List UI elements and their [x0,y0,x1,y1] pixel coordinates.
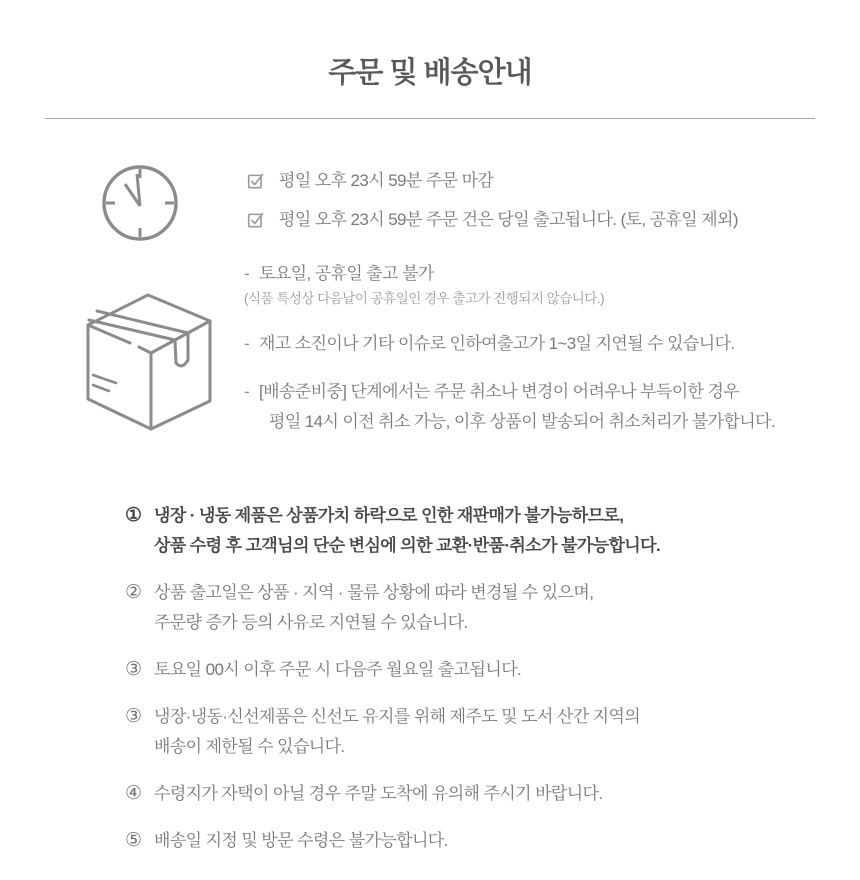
order-deadline-item [247,208,738,232]
note-text: 냉장·냉동·신선제품은 신선도 유지를 위해 제주도 및 도서 산간 지역의 배송이 제한될 수 있습니다. [154,707,641,756]
shipping-subnote: (식품 특성상 다음날이 공휴일인 경우 출고가 진행되지 않습니다.) [244,291,605,306]
note-item [125,702,805,762]
package-box-icon [78,287,224,441]
shipping-notice-list [244,262,775,458]
note-number: ③ [125,659,142,680]
dash-bullet: - [244,334,250,353]
checked-checkbox-icon [247,210,266,229]
order-deadline-item [247,169,738,193]
shipping-notice-text: [배송준비중] 단계에서는 주문 취소나 변경이 어려우나 부득이한 경우 [259,382,740,401]
shipping-notice-text: 토요일, 공휴일 출고 불가 [259,264,434,283]
note-item [125,655,805,685]
note-number: ③ [125,706,142,727]
shipping-notice-item [244,262,775,286]
shipping-notice-item [244,380,775,434]
shipping-notice-item [244,332,775,356]
order-deadline-section [0,161,860,243]
note-text: 토요일 00시 이후 주문 시 다음주 월요일 출고됩니다. [154,660,522,679]
clock-icon [100,163,180,243]
note-number: ⑤ [125,830,142,851]
order-deadline-text: 평일 오후 23시 59분 주문 마감 [279,171,494,190]
shipping-notice-section [0,262,860,458]
note-text: 배송일 지정 및 방문 수령은 불가능합니다. [154,831,448,850]
dash-bullet: - [244,382,250,401]
checked-checkbox-icon [247,171,266,190]
note-text: 상품 출고일은 상품 · 지역 · 물류 상황에 따라 변경될 수 있으며, 주문량 증가 등의 사유로 지연될 수 있습니다. [154,583,594,632]
order-deadline-list [247,161,738,232]
note-number: ④ [125,783,142,804]
note-number: ② [125,582,142,603]
order-deadline-text: 평일 오후 23시 59분 주문 건은 당일 출고됩니다. (토, 공휴일 제외) [279,210,738,229]
page-title: 주문 및 배송안내 [328,57,532,89]
dash-bullet: - [244,264,250,283]
notes-list [0,501,860,856]
note-item [125,501,805,561]
note-item [125,578,805,638]
note-number: ① [125,505,142,526]
title-divider [45,118,815,119]
note-text: 냉장 · 냉동 제품은 상품가치 하락으로 인한 재판매가 불가능하므로, 상품 수령 후 고객님의 단순 변심에 의한 교환·반품·취소가 불가능합니다. [154,506,661,555]
shipping-notice-text: 평일 14시 이전 취소 가능, 이후 상품이 발송되어 취소처리가 불가합니다. [269,412,776,431]
note-item [125,779,805,809]
shipping-notice-text: 재고 소진이나 기타 이슈로 인하여출고가 1~3일 지연될 수 있습니다. [259,334,735,353]
note-item [125,826,805,856]
note-text: 수령지가 자택이 아닐 경우 주말 도착에 유의해 주시기 바랍니다. [154,784,603,803]
